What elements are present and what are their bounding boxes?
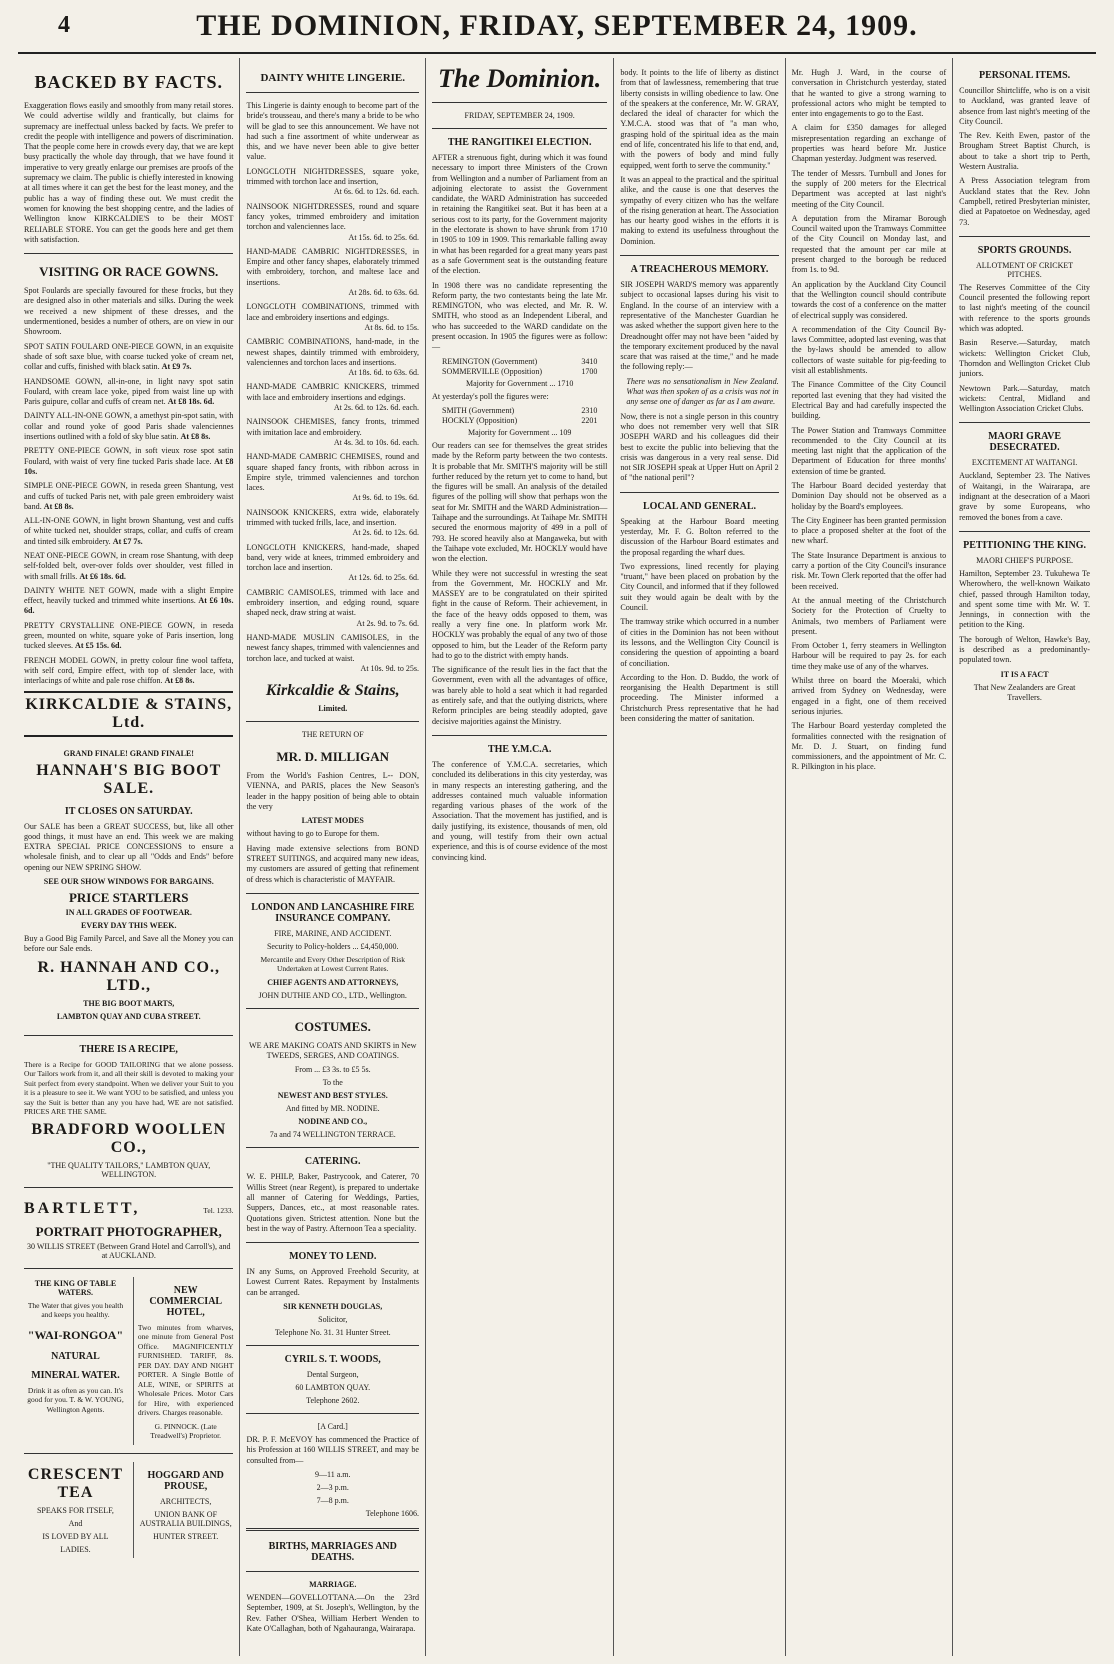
mcevoy-tel: Telephone 1606. [365,1508,419,1518]
waironga-ad [24,1277,127,1445]
lingerie-item: NAINSOOK CHEMISES, fancy fronts, trimmed with imitation lace and embroidery. At 4s. 3d. to 10s. 6d. each. [246,417,419,447]
costumes-l4: NODINE AND CO., [298,1117,368,1127]
rangitikei-p6: The significance of the result lies in the fact that the Government, even with all the advantages of office, was barely able to hold a seat which it had regarded as entirely safe, and that the outlying districts, where Reform principles are being steadily adopted, gave decisive majorities against the Ministry. [432,665,608,726]
milligan-body2: without having to go to Europe for them. [246,829,380,839]
masthead [18,0,1096,54]
local-p2: Two expressions, lined recently for playing "truant," have been placed on probation by the City Council, and informed that if they followed suit they would again be dealt with by the Council. [620,561,779,613]
insurance-l4: CHIEF AGENTS AND ATTORNEYS, [267,977,399,987]
column-5 [786,58,954,1656]
lingerie-item: CAMBRIC CAMISOLES, trimmed with lace and embroidery insertion, and edging round, square shaped neck, draw string at waist. At 2s. 9d. to 7s. 6d. [246,587,419,628]
king-p3: IT IS A FACT [1000,669,1049,679]
ymca-cont-p2: It was an appeal to the practical and the spiritual alike, and the cause is one that deserves the sympathy of every citizen who has the welfare of the rising generation at heart. The Association has our hearty good wishes in the efforts it is making to extend its usefulness throughout the Dominion. [620,174,779,246]
hannah-body: Our SALE has been a GREAT SUCCESS, but, like all other good things, it must have an end. This week we are making EXTRA SPECIAL PRICE CONCESSIONS to ensure a wholesale finish, and to clear up all "Odds and Ends" before opening our NEW SPRING SHOW. [24,821,234,872]
waironga-foot: Drink it as often as you can. It's good for you. T. & W. YOUNG, Wellington Agents. [27,1385,124,1414]
births-title: BIRTHS, MARRIAGES AND DEATHS. [268,1540,397,1563]
hoggard-title: HOGGARD AND PROUSE, [147,1469,224,1492]
majority-1905: Majority for Government ... 1710 [466,378,574,388]
waironga-sub: The Water that gives you health and keeps you healthy. [27,1300,124,1320]
result-row: REMINGTON (Government) 3410 [442,356,598,366]
column-3 [426,58,614,1656]
backed-body: Exaggeration flows easily and smoothly from many retail stores. We could advertise wildly and frantically, but claims for supremacy are ineffectual unless backed by facts. We prefer to credit the people with intelligence and powers of discrimination. That the people come here in crowds every day, that we are kept busy practically the whole day through, that we have found it imperative to very greatly enlarge our premises are proofs of the supremacy we claim. The public is chiefly interested in knowing at all times where it can get the best for the least money, and the public has a way of finding these out. We must credit the women for knowing the best shopping centre, and the ladies of Wellington know KIRKCALDIE'S to be their MOST RELIABLE STORE. You can get the goods here and get them with satisfaction. [24,101,234,244]
results-1909 [442,406,597,437]
mcevoy-pre: [A Card.] [317,1422,348,1432]
personal-p3: A Press Association telegram from Auckland states that the Rev. John Campbell, retired Presbyterian minister, died at Papatoetoe on Wednesday, aged 73. [959,176,1090,227]
lingerie-item: HAND-MADE MUSLIN CAMISOLES, in the newest fancy shapes, trimmed with valenciennes and torchon lace, and tucked at waist. At 10s. 9d. to 25s. [246,632,419,673]
news-p15: The Harbour Board yesterday completed the formalities connected with the resignation of Mr. D. J. Stuart, on finding fund commissioners, and the appointment of Mr. C. R. Pilkington in his place. [791,721,947,772]
sports-p3: Newtown Park.—Saturday, match wickets: Central, Midland and Wellington Association Cricket Clubs. [959,383,1090,414]
gown-item: HANDSOME GOWN, all-in-one, in light navy spot satin Foulard, with cream lace yoke, piped from waist line up with Paris guipure, collar and cuffs of cream net. At £8 18s. 6d. [24,376,234,407]
milligan-title: MR. D. MILLIGAN [276,749,390,765]
news-p7: The Finance Committee of the City Council reported last evening that they had visited the Electrical Bay and had carefully inspected the building. [791,380,947,421]
money-role: Solicitor, [318,1315,348,1325]
lingerie-item: NAINSOOK NIGHTDRESSES, round and square fancy yokes, trimmed embroidery and imitation torchon and valenciennes lace. At 15s. 6d. to 25s. 6d. [246,201,419,242]
results-1905 [442,357,597,388]
hannah-pre: GRAND FINALE! GRAND FINALE! [63,748,194,758]
lingerie-title: DAINTY WHITE LINGERIE. [260,72,406,84]
kirkcaldie-name: Kirkcaldie & Stains, [265,682,400,700]
milligan-modes: LATEST MODES [301,816,364,826]
news-p6: A recommendation of the City Council By-laws Committee, adopted last evening, was that the by-laws should be amended to allow collectors of waste suitable for pig-feeding to visit all establishments. [791,324,947,376]
mcevoy-h1: 9—11 a.m. [315,1469,351,1479]
ymca-cont-p1: body. It points to the life of liberty as distinct from that of lawlessness, remembering that true liberty consists in willing obedience to law. One of the speakers at the conference, Mr. W. GRAY, declared the ideal of character for which the Y.M.C.A. stood was that of "a man who, grasping hold of the spiritual idea as the main end of life, concentrated his life to that end, and, with the powers of body and mind fully equipped, went forth to serve the community." [620,68,779,170]
backed-title: BACKED BY FACTS. [34,72,223,92]
woods-tel: Telephone 2602. [306,1396,360,1406]
gown-item: ALL-IN-ONE GOWN, in light brown Shantung, vest and cuffs of white tucked net, shoulder straps, collar, and cuffs of cream and tinted silk embroidery. At £7 7s. [24,516,234,546]
costumes-from: From ... £3 3s. to £5 5s. [294,1065,371,1075]
visiting-intro: Spot Foulards are specially favoured for these frocks, but they are designed also in other materials and silks. During the week we received a new shipment of these dresses, and the undermentioned, besides a number of others, are on view in our Showroom. [24,286,234,337]
column-4 [614,58,785,1656]
milligan-body3: Having made extensive selections from BOND STREET SUITINGS, and acquired many new ideas, my customers are assured of getting that refinement of dress which is characteristic of MAYFAIR. [246,843,419,884]
hotel-body: Two minutes from wharves, one minute from General Post Office. MAGNIFICENTLY FURNISHED. TARIFF, 8s. PER DAY. DAY AND NIGHT PORTER. A Single Bottle of ALE, WINE, or SPIRITS at Wholesale Prices. Motor Cars for Hire, with experienced drivers. Charges reasonable. [137,1322,234,1418]
news-p9: The Harbour Board decided yesterday that Dominion Day should not be observed as a holiday by the Board's employees. [791,480,947,511]
bartlett-tel: Tel. 1233. [203,1205,234,1215]
recipe-body: There is a Recipe for GOOD TAILORING that we alone possess. Our Tailors work from it, and all their skill is devoted to making your Suit perfect from every standpoint. When we deliver your Suit to you it is a pleasure to see it. We want YOU to be satisfied, and unless you say the Suit is better than any you have had, WE are not satisfied. PRICES ARE THE SAME. [24,1059,234,1117]
crescent-l2: And [68,1518,83,1528]
hannah-addr: LAMBTON QUAY AND CUBA STREET. [56,1011,201,1021]
hoggard-l3: HUNTER STREET. [153,1531,219,1541]
lingerie-item: HAND-MADE CAMBRIC NIGHTDRESSES, in Empire and other fancy shapes, elaborately trimmed with embroidery, torchon, and maltese lace and insertions. At 28s. 6d. to 63s. 6d. [246,246,419,298]
births-marriage: MARRIAGE. [309,1579,357,1589]
news-p1: Mr. Hugh J. Ward, in the course of conversation in Christchurch yesterday, stated that he wanted to give a strong warning to professional actors who might be tempted to enter into engagements to go to the East. [791,68,947,119]
king-p2: The borough of Welton, Hawke's Bay, is described as a predominantly-populated town. [959,634,1090,665]
lingerie-item: LONGCLOTH COMBINATIONS, trimmed with lace and embroidery insertions and edgings. At 8s. 6d. to 15s. [246,302,419,332]
visiting-title: VISITING OR RACE GOWNS. [39,264,219,280]
crescent-l3: IS LOVED BY ALL [42,1531,109,1541]
kirkcaldie-ltd: Limited. [318,704,348,714]
costumes-l5: 7a and 74 WELLINGTON TERRACE. [269,1130,396,1140]
treacherous-title: A TREACHEROUS MEMORY. [630,264,769,276]
personal-p2: The Rev. Keith Ewen, pastor of the Brougham Street Baptist Church, is about to take a short trip to Perth, Western Australia. [959,131,1090,172]
hannah-ad [24,745,233,1027]
news-p11: The State Insurance Department is anxious to carry a portion of the City Council's insurance risk. Mr. Town Clerk reported that the offer had been received. [791,550,947,591]
hoggard-l2: UNION BANK OF AUSTRALIA BUILDINGS, [139,1509,232,1528]
king-sub: MAORI CHIEF'S PURPOSE. [976,555,1073,565]
news-p4: A deputation from the Miramar Borough Council waited upon the Tramways Committee of the City Council on Monday last, and requested that the amount per car mile at present charged to the borough be reduced from 1s. to 9d. [791,213,947,275]
gown-item: NEAT ONE-PIECE GOWN, in cream rose Shantung, with deep self-folded belt, over-over folds over shoulder, vest filled in with small frills. At £6 18s. 6d. [24,550,234,581]
lingerie-item: HAND-MADE CAMBRIC KNICKERS, trimmed with lace and embroidery insertions and edgings. At 2s. 6d. to 12s. 6d. each. [246,382,419,413]
bartlett-addr: 30 WILLIS STREET (Between Grand Hotel and Carroll's), and at AUCKLAND. [26,1241,231,1260]
insurance-l1: FIRE, MARINE, AND ACCIDENT. [274,928,392,938]
editorial-date: FRIDAY, SEPTEMBER 24, 1909. [464,111,575,120]
ymca-p1: The conference of Y.M.C.A. secretaries, which concluded its deliberations in this city yesterday, was in many respects an interesting gathering, and the addresses contained much valuable information regarding various phases of the work of the Association. That the movement has justified, and is daily justifying, its existence, thousands of men, old and young, will testify from their own actual experience, and this is of course evidence of the most convincing kind. [432,759,608,862]
insurance-title: LONDON AND LANCASHIRE FIRE INSURANCE COMPANY. [251,901,415,924]
gown-item: DAINTY WHITE NET GOWN, made with a slight Empire effect, heavily tucked and trimmed white insertions. At £6 10s. 6d. [24,585,234,616]
crescent-title: CRESCENT TEA [27,1465,124,1501]
hannah-every: EVERY DAY THIS WEEK. [81,921,177,931]
result-row: SMITH (Government) 2310 [442,405,598,415]
hannah-title: HANNAH'S BIG BOOT SALE. [36,761,222,797]
insurance-l2: Security to Policy-holders ... £4,450,000. [266,941,399,951]
lingerie-item: CAMBRIC COMBINATIONS, hand-made, in the newest shapes, daintily trimmed with embroidery, valenciennes and torchon laces and insertions. At 18s. 6d. to 63s. 6d. [246,337,419,378]
bartlett-title: PORTRAIT PHOTOGRAPHER, [35,1223,222,1239]
rangitikei-p1: AFTER a strenuous fight, during which it was found necessary to import three Ministers of the Crown from Wellington and a number of Parliament from an adjoining electorate to assist the Government candidate, the WARD Administration has succeeded in retaining the Rangitikei seat. But it has been at a serious cost to its party, for the Government majority in the electorate is shown to have shrunk from 1710 in 1905 to 109 in 1909. This remarkable falling away in what has been regarded for a great many years past as a safe Government seat is the outstanding feature of the election. [432,153,608,276]
costumes-body: WE ARE MAKING COATS AND SKIRTS in New TWEEDS, SERGES, AND COATINGS. [249,1040,417,1061]
ymca-title: THE Y.M.C.A. [487,743,552,755]
waironga-l1: NATURAL [51,1350,100,1362]
local-p1: Speaking at the Harbour Board meeting yesterday, Mr. F. G. Bolton referred to the discussion of the Harbour Board estimates and the proposal regarding the wharf dues. [620,516,779,557]
treacherous-p1: SIR JOSEPH WARD'S memory was apparently subject to occasional lapses during his visit to England. In the course of an interview with a representative of the Manchester Guardian he was asked whether the support given here to the Dreadnought offer may not have been "aided by the temporary excitement produced by the naval scare that was raised at the time," and he made the following reply:— [620,280,779,372]
maori-title: MAORI GRAVE DESECRATED. [988,431,1062,454]
column-1 [18,58,240,1656]
sports-sub: ALLOTMENT OF CRICKET PITCHES. [975,260,1074,279]
sports-p1: The Reserves Committee of the City Council presented the following report to last night's meeting of the council with reference to the sports grounds which was adopted. [959,282,1090,334]
hannah-closes: IT CLOSES ON SATURDAY. [64,805,193,817]
news-p8: The Power Station and Tramways Committee recommended to the City Council at its meeting last night that the application of the Department of Education for three months' extension of time be granted. [791,425,947,476]
personal-title: PERSONAL ITEMS. [979,70,1071,81]
result-row: HOCKLY (Opposition) 2201 [442,415,598,425]
milligan-pre: THE RETURN OF [301,730,364,740]
waironga-pre: THE KING OF TABLE WATERS. [34,1278,117,1297]
rangitikei-p2: In 1908 there was no candidate representing the Reform party, the two contestants being the late Mr. REMINGTON, who was elected, and Mr. R. W. SMITH, who stood as an Independent Liberal, and who has succeeded to the WARD candidate on the present occasion. In 1905 the figures were as follow:— [432,280,608,352]
king-p4: That New Zealanders are Great Travellers. [973,682,1076,702]
hotel-title: NEW COMMERCIAL HOTEL, [149,1284,223,1318]
woods-name: CYRIL S. T. WOODS, [284,1354,381,1366]
king-title: PETITIONING THE KING. [963,539,1087,551]
crescent-l4: LADIES. [60,1544,91,1554]
news-p14: Whilst three on board the Moeraki, which arrived from Sydney on Wednesday, were engaged in a fight, one of them received serious injuries. [791,676,947,716]
hannah-firm: R. HANNAH AND CO., LTD., [37,958,220,994]
hannah-starters: PRICE STARTLERS [68,890,189,906]
newspaper-title: THE DOMINION, FRIDAY, SEPTEMBER 24, 1909. [196,9,918,42]
bradford-firm: BRADFORD WOOLLEN CO., [31,1120,227,1156]
maori-p1: Auckland, September 23. The Natives of Waitangi, in the Wairarapa, are indignant at the desecration of a Maori grave by some Europeans, who removed the bones from a cave. [959,471,1090,522]
rangitikei-p3: At yesterday's poll the figures were: [432,391,549,401]
lingerie-item: LONGCLOTH KNICKERS, hand-made, shaped band, very wide at knees, trimmed embroidery and torchon lace and insertion. At 12s. 6d. to 25s. 6d. [246,542,419,583]
costumes-l3: And fitted by MR. NODINE. [285,1104,380,1114]
waironga-l2: MINERAL WATER. [31,1369,120,1381]
catering-title: CATERING. [304,1156,361,1168]
treacherous-p2: There was no sensationalism in New Zealand. What was then spoken of as a crisis was not in any sense one of danger as far as I am aware. [626,376,779,407]
hannah-windows: SEE OUR SHOW WINDOWS FOR BARGAINS. [43,877,214,887]
gown-list [24,342,233,687]
insurance-l3: Mercantile and Every Other Description of Risk Undertaken at Lowest Current Rates. [260,954,406,974]
hannah-grades: IN ALL GRADES OF FOOTWEAR. [65,908,192,918]
hoggard-l1: ARCHITECTS, [160,1496,212,1506]
hannah-buy: Buy a Good Big Family Parcel, and Save all the Money you can before our Sale ends. [24,934,234,954]
milligan-body: From the World's Fashion Centres, L-- DON, VIENNA, and PARIS, places the New Season's leader in the happy position of being able to obtain the very [246,771,419,812]
gown-item: DAINTY ALL-IN-ONE GOWN, a amethyst pin-spot satin, with collar and round yoke of good Paris shade valenciennes insertions outlined with a fold of sky blue satin. At £8 8s. [24,411,234,442]
rangitikei-p5: While they were not successful in wresting the seat from the Government, Mr. HOCKLY and Mr. MASSEY are to be congratulated on their spirited fight in the cause of Reform. Their achievement, in the face of the heavy odds opposed to them, was really a very fine one. In platform work Mr. HOCKLY was probably the equal of any two of those opposed to him, but the Leader of the Reform party had to go to the district with empty hands. [432,568,608,660]
crescent-l1: SPEAKS FOR ITSELF, [36,1505,114,1515]
waironga-name: "WAI-RONGOA" [27,1327,124,1342]
news-p2: A claim for £350 damages for alleged misrepresentation regarding an exchange of properties was heard before Mr. Justice Chapman yesterday. Judgment was reserved. [791,123,947,164]
money-title: MONEY TO LEND. [289,1251,377,1263]
money-tel: Telephone No. 31. 31 Hunter Street. [274,1328,391,1338]
nameplate: The Dominion. [438,64,602,93]
lingerie-list [246,167,419,674]
sports-p2: Basin Reserve.—Saturday, match wickets: Wellington Cricket Club, Thorndon and Wellington Cricket Club juniors. [959,338,1090,379]
column-6 [953,58,1096,1656]
bartlett-name: BARTLETT, [24,1199,141,1217]
news-p10: The City Engineer has been granted permission to place a proposed shelter at the foot of the new wharf. [791,515,947,546]
bradford-tag: "THE QUALITY TAILORS," LAMBTON QUAY, WELLINGTON. [47,1160,211,1179]
costumes-title: COSTUMES. [294,1018,371,1034]
lingerie-item: NAINSOOK KNICKERS, extra wide, elaborately trimmed with tucked frills, lace, and insertion. At 2s. 6d. to 12s. 6d. [246,507,419,538]
recipe-title: THERE IS A RECIPE, [79,1043,178,1055]
mcevoy-body: DR. P. F. McEVOY has commenced the Practice of his Profession at 160 WILLIS STREET, and may be consulted from— [246,1435,419,1465]
gown-item: SPOT SATIN FOULARD ONE-PIECE GOWN, in an exquisite shade of soft saxe blue, with coarse tucked yoke of cream net, collar and cuffs, finished with black satin. At £9 7s. [24,341,234,372]
majority-1909: Majority for Government ... 109 [468,427,572,437]
gown-item: SIMPLE ONE-PIECE GOWN, in reseda green Shantung, vest and cuffs of tucked Paris net, with pale green embroidery waist band. At £8 8s. [24,481,234,511]
rangitikei-title: THE RANGITIKEI ELECTION. [447,137,592,148]
local-p4: According to the Hon. D. Buddo, the work of reorganising the Health Department is still proceeding. The Minister informed a Christchurch Press representative that he had been considering the matter of sanitation. [620,672,779,724]
costumes-l2: NEWEST AND BEST STYLES. [277,1091,388,1101]
treacherous-p3: Now, there is not a single person in this country who does not remember very well that SIR JOSEPH WARD and his colleagues did their best to excite the public into believing that the crisis was dangerous in a very real sense. Did not SIR JOSEPH speak at Upper Hutt on April 2 of "the national peril"? [620,411,779,483]
news-p5: An application by the Auckland City Council that the Wellington council should contribute towards the cost of a conference on the matter of electrical supply was considered. [791,279,947,320]
local-title: LOCAL AND GENERAL. [642,500,757,512]
rangitikei-p4: Our readers can see for themselves the great strides made by the Reform party between the two contests. It is probable that Mr. SMITH'S majority will be still further reduced by the return yet to come to hand, but the figures will be small. An analysis of the detailed figures of the polling will show that perhaps won the seat for Mr. SMITH and the WARD Administration—Taihape and the surroundings. At Taihape Mr. SMITH secured the enormous majority of 499 in a poll of 793. He scored heavily also at Mangaweka, but with the Taihape vote excluded, Mr. HOCKLY would have won the election. [432,440,608,564]
news-p13: From October 1, ferry steamers in Wellington Harbour will be required to pay 2s. for each time they make use of any of the wharves. [791,641,947,671]
king-p1: Hamilton, September 23. Tukuhewa Te Wherowhero, the well-known Waikato chief, passed through Hamilton today, and spent some time with Mr. W. T. Jennings, in connection with the petition to the King. [959,568,1090,630]
page-number: 4 [58,12,70,38]
mcevoy-h2: 2—3 p.m. [316,1482,349,1492]
local-p3: The tramway strike which occurred in a number of cities in the Dominion has not been without its lessons, and the Wellington City Council is considering the question of appointing a board of conciliation. [620,617,779,668]
personal-p1: Councillor Shirtcliffe, who is on a visit to Auckland, was granted leave of absence from last night's meeting of the City Council. [959,86,1090,126]
maori-sub: EXCITEMENT AT WAITANGI. [971,458,1078,468]
insurance-l5: JOHN DUTHIE AND CO., LTD., Wellington. [258,990,407,1000]
money-body: IN any Sums, on Approved Freehold Security, at Lowest Current Rates. Repayment by Instalments can be arranged. [246,1267,419,1297]
money-name: SIR KENNETH DOUGLAS, [283,1302,383,1312]
woods-l2: 60 LAMBTON QUAY. [295,1383,371,1393]
hoggard-ad [133,1462,234,1558]
sports-title: SPORTS GROUNDS. [977,244,1072,256]
costumes-l1: To the [322,1078,343,1088]
catering-body: W. E. PHILP, Baker, Pastrycook, and Caterer, 70 Willis Street (near Regent), is prepared to undertake all manner of Catering for Weddings, Parties, Suppers, Dances, etc., at most reasonable rates. Quotations given. Strictest attention. None but the best in the way of Pastry. Afternoon Tea a speciality. [246,1172,419,1233]
kirkcaldie-signoff: KIRKCALDIE & STAINS, Ltd. [24,691,233,737]
gown-item: FRENCH MODEL GOWN, in pretty colour fine wool taffeta, with self cord, Empire effect, with top of slender lace, with interlacings of white and pale rose chiffon. At £8 8s. [24,655,234,686]
result-row: SOMMERVILLE (Opposition) 1700 [442,366,598,376]
hotel-ad [133,1277,234,1445]
births-body: WENDEN—GOVELLOTTANA.—On the 23rd September, 1909, at St. Joseph's, Wellington, by the Rev. Father O'Shea, William Herbert Wenden to Kate O'Callaghan, both of Ngahauranga, Wairarapa. [246,1592,419,1633]
news-p3: The tender of Messrs. Turnbull and Jones for the supply of 200 meters for the Electrical Department was accepted at last night's meeting of the City Council. [791,168,947,209]
gown-item: PRETTY ONE-PIECE GOWN, in soft vieux rose spot satin Foulard, with waist of very fine tucked Paris shade lace. At £8 10s. [24,446,234,476]
lingerie-intro: This Lingerie is dainty enough to become part of the bride's trousseau, and there's many a bride to be who will be glad to see this announcement. We have not had such a fine assortment of white underwear as this, and we have never been able to give better value. [246,101,419,162]
column-2 [240,58,426,1656]
hotel-prop: G. PINNOCK. (Late Treadwell's) Proprietor. [150,1421,222,1441]
news-p12: At the annual meeting of the Christchurch Society for the Protection of Cruelty to Animals, two members of Parliament were present. [791,595,947,636]
crescent-ad [24,1462,127,1558]
lingerie-item: HAND-MADE CAMBRIC CHEMISES, round and square shaped fancy fronts, with ribbon across in Empire style, trimmed valenciennes and torchon laces. At 9s. 6d. to 19s. 6d. [246,452,419,503]
woods-l1: Dental Surgeon, [306,1370,359,1380]
hannah-marts: THE BIG BOOT MARTS, [83,998,175,1008]
gown-item: PRETTY CRYSTALLINE ONE-PIECE GOWN, in reseda green, mounted on white, square yoke of Paris insertion, long tucked sleeves. At £5 15s. 6d. [24,620,234,651]
mcevoy-h3: 7—8 p.m. [316,1495,349,1505]
lingerie-item: LONGCLOTH NIGHTDRESSES, square yoke, trimmed with torchon lace and insertion, At 6s. 6d. to 12s. 6d. each. [246,166,419,197]
